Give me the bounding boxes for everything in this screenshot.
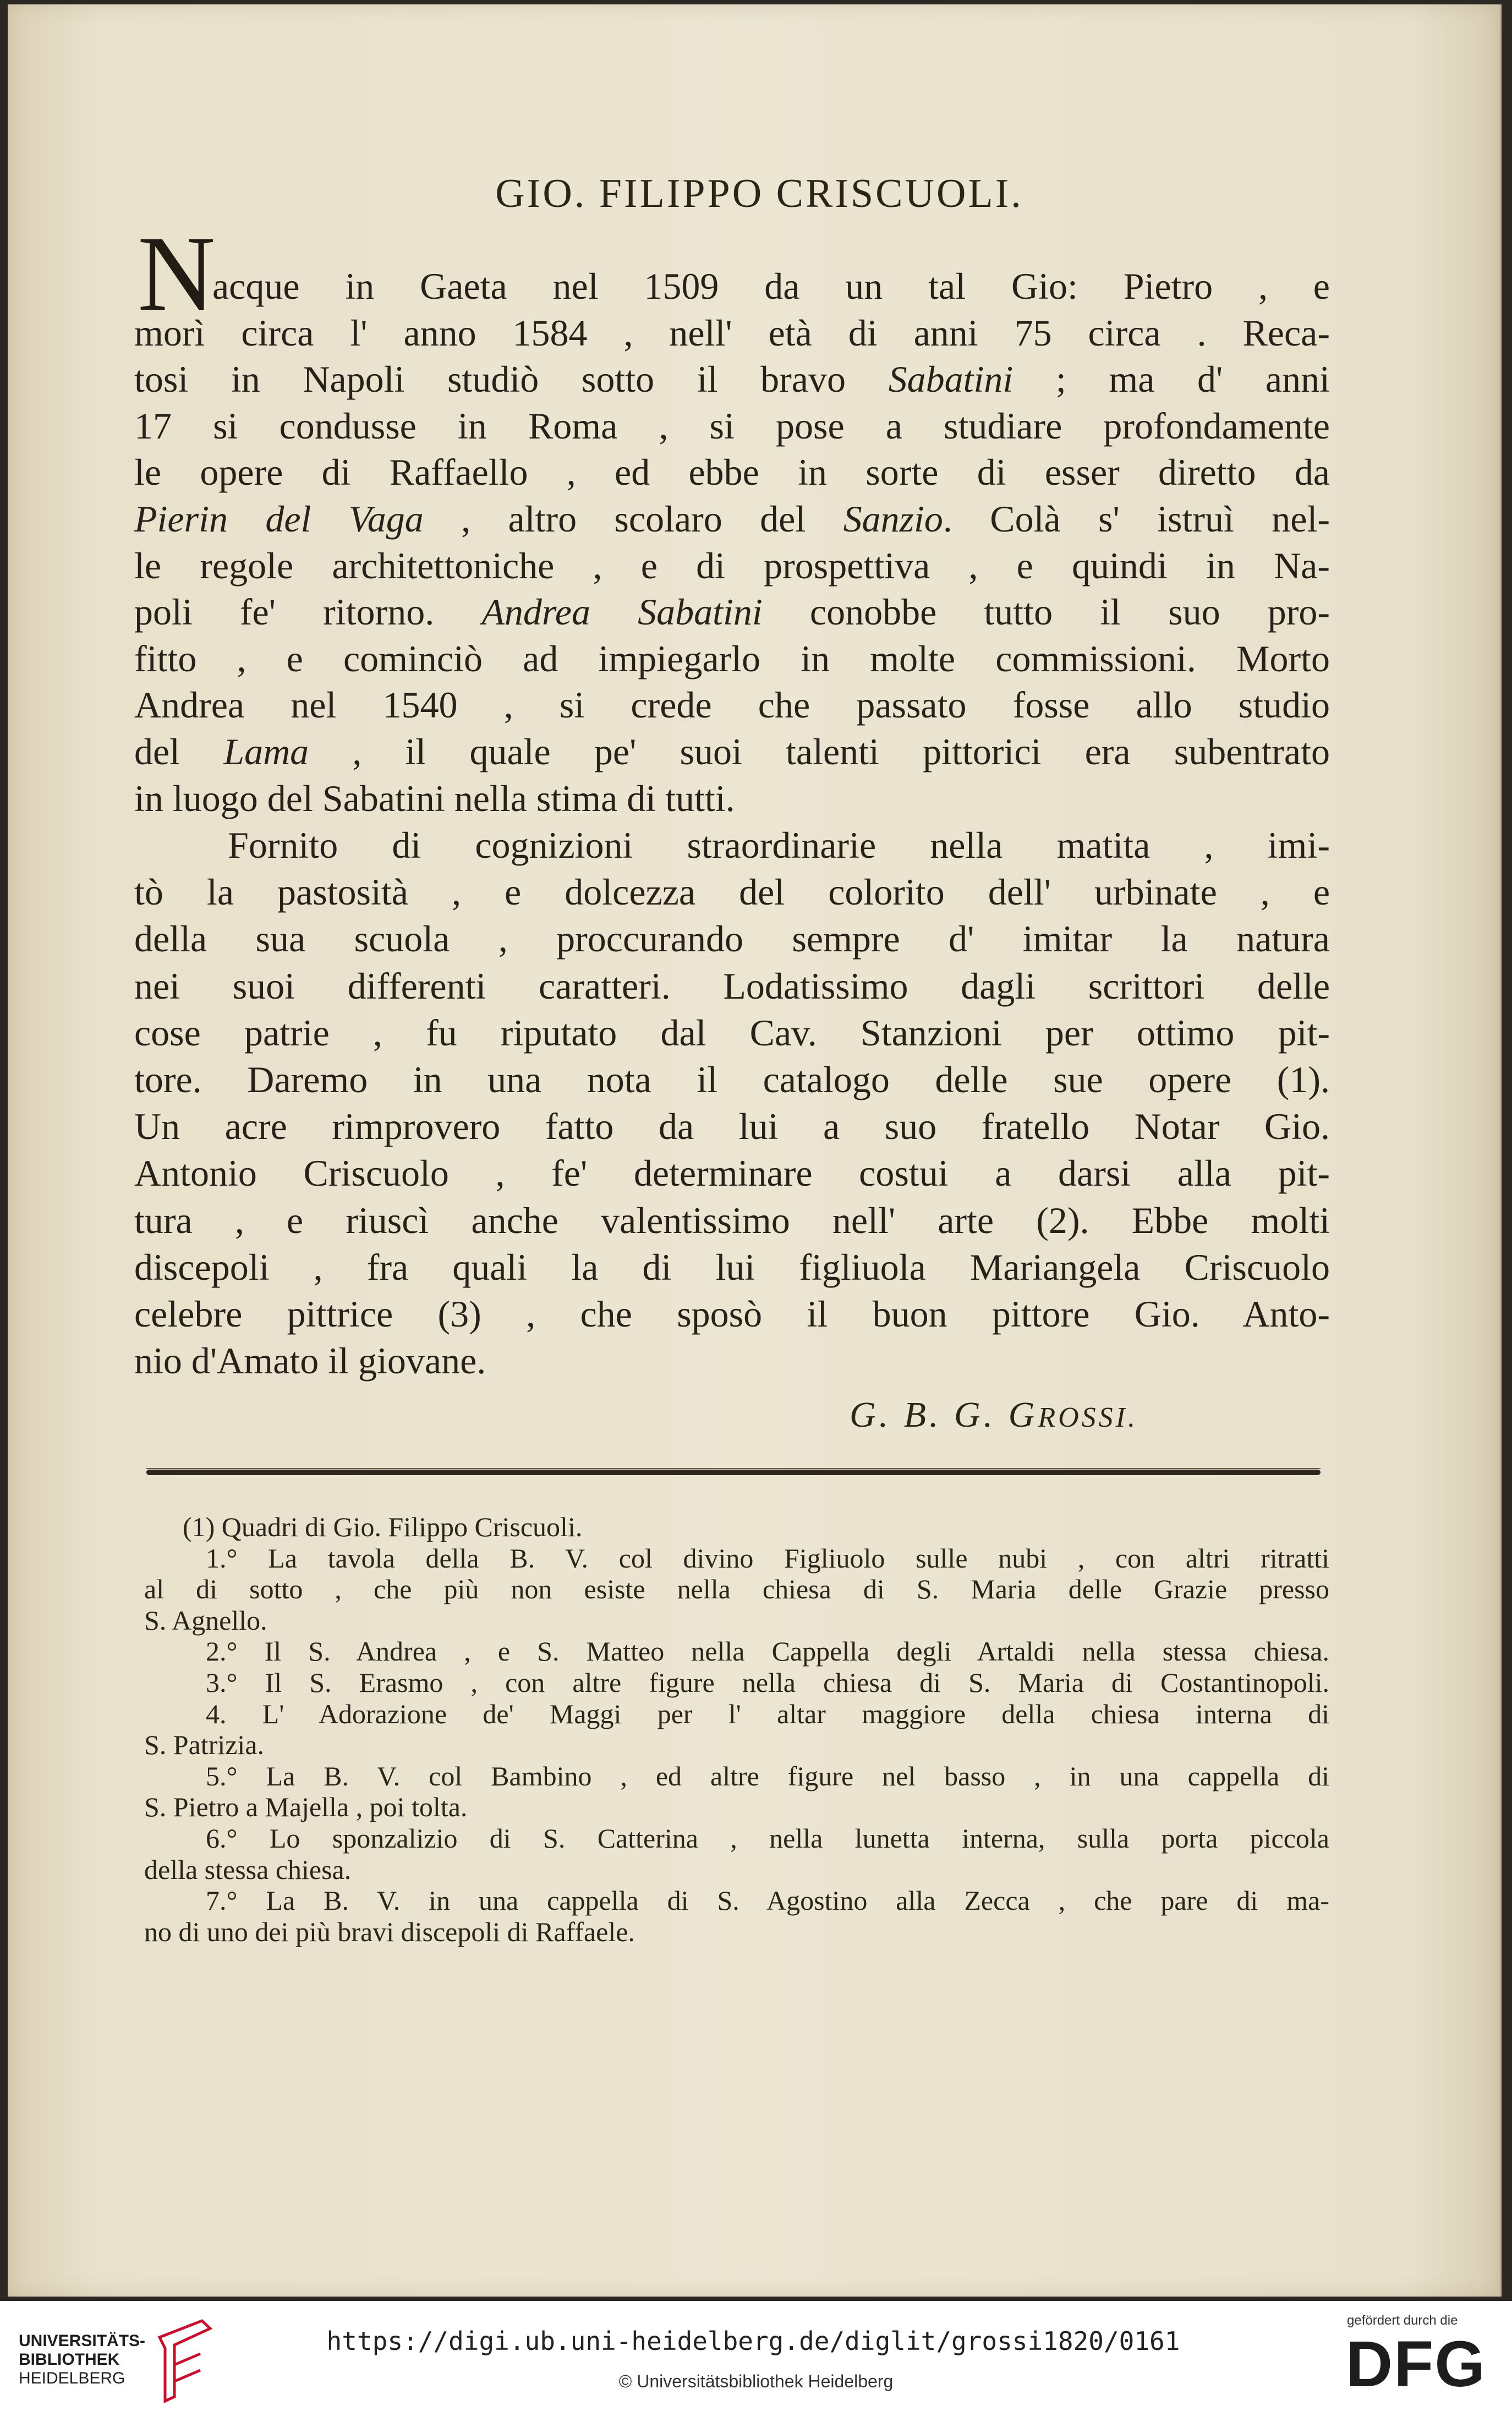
permalink-url[interactable]: https://digi.ub.uni-heidelberg.de/diglit/grossi1820/0161 xyxy=(326,2326,1180,2356)
footnote-line: S. Agnello. xyxy=(144,1604,267,1636)
dfg-logo: DFG xyxy=(1346,2328,1487,2401)
footnote-line: 3.° Il S. Erasmo , con altre figure nella chiesa di S. Maria di Costantinopoli. xyxy=(206,1667,1329,1698)
footnote-line: S. Patrizia. xyxy=(144,1729,265,1761)
footnote-line: 1.° La tavola della B. V. col divino Figliuolo sulle nubi , con altri ritratti xyxy=(206,1542,1329,1574)
text-line xyxy=(134,635,1330,682)
italic-name: Sanzio xyxy=(843,498,943,540)
text-line: cose patrie , fu riputato dal Cav. Stanzioni per ottimo pit- xyxy=(134,1011,1330,1054)
italic-name: Pierin del Vaga xyxy=(134,498,424,540)
text-line xyxy=(134,403,1330,450)
footnote-line: 6.° Lo sponzalizio di S. Catterina , nella lunetta interna, sulla porta piccola xyxy=(206,1823,1329,1854)
text-run: , il quale pe' suoi talenti pittorici era subentrato xyxy=(309,731,1330,772)
text-line: tore. Daremo in una nota il catalogo delle sue opere (1). xyxy=(134,1059,1330,1100)
text-run: le opere di Raffaello , ed ebbe in sorte di esser diretto da xyxy=(134,451,1330,494)
text-run: poli fe' ritorno. xyxy=(134,591,482,633)
text-line: Un acre rimprovero fatto da lui a suo fratello Notar Gio. xyxy=(134,1105,1330,1148)
drop-cap: N xyxy=(138,214,216,333)
footnote-line: 4. L' Adorazione de' Maggi per l' altar maggiore della chiesa interna di xyxy=(206,1698,1329,1729)
text-run: tosi in Napoli studiò sotto il bravo xyxy=(134,358,889,401)
text-line: Fornito di cognizioni straordinarie nella matita , imi- xyxy=(228,824,1330,866)
author-signature xyxy=(850,1394,1138,1436)
text-line xyxy=(134,356,1330,403)
text-run: Andrea nel 1540 , si crede che passato fosse allo studio xyxy=(134,684,1330,726)
signature-name-rest: ROSSI. xyxy=(1038,1402,1138,1433)
text-run: le regole architettoniche , e di prospettiva , e quindi in Na- xyxy=(134,544,1330,587)
text-line: Antonio Criscuolo , fe' determinare costui a darsi alla pit- xyxy=(134,1152,1330,1194)
italic-name: Sabatini xyxy=(888,358,1014,401)
text-run: , altro scolaro del xyxy=(423,498,843,540)
text-line xyxy=(134,496,1330,543)
text-line xyxy=(134,775,1330,822)
text-run: conobbe tutto il suo pro- xyxy=(762,591,1330,633)
library-line: UNIVERSITÄTS- xyxy=(19,2332,146,2350)
footnote-line: 5.° La B. V. col Bambino , ed altre figure nel basso , in una cappella di xyxy=(206,1760,1329,1791)
footnote-line: no di uno dei più bravi discepoli di Raffaele. xyxy=(144,1916,635,1947)
text-run: . Colà s' istruì nel- xyxy=(943,498,1330,540)
text-run: del xyxy=(134,731,224,772)
copyright-notice: © Universitätsbibliothek Heidelberg xyxy=(618,2371,894,2391)
text-line: nio d'Amato il giovane. xyxy=(134,1340,486,1382)
footnote-line: 7.° La B. V. in una cappella di S. Agostino alla Zecca , che pare di ma- xyxy=(206,1885,1329,1916)
viewer-footer xyxy=(0,2301,1512,2411)
signature-initials: G. B. G. xyxy=(850,1395,1009,1435)
text-line: celebre pittrice (3) , che sposò il buon pittore Gio. Anto- xyxy=(134,1293,1330,1335)
text-line xyxy=(134,682,1330,728)
footnote-line: S. Pietro a Majella , poi tolta. xyxy=(144,1791,468,1823)
text-run: fitto , e cominciò ad impiegarlo in molte commissioni. Morto xyxy=(134,637,1330,680)
footnote-line: (1) Quadri di Gio. Filippo Criscuoli. xyxy=(183,1511,583,1542)
library-line: BIBLIOTHEK xyxy=(19,2350,120,2369)
text-run: acque in Gaeta nel 1509 da un tal Gio: Pietro , e xyxy=(212,265,1330,307)
text-line xyxy=(134,543,1330,589)
text-line: tò la pastosità , e dolcezza del colorito dell' urbinate , e xyxy=(134,871,1330,913)
divider-thin xyxy=(146,1468,1321,1469)
text-line xyxy=(134,310,1330,357)
text-run: ; ma d' anni xyxy=(1013,358,1330,401)
text-line: della sua scuola , proccurando sempre d' imitar la natura xyxy=(134,918,1330,960)
italic-name: Lama xyxy=(223,731,309,772)
footnote-line: al di sotto , che più non esiste nella chiesa di S. Maria delle Grazie presso xyxy=(144,1574,1329,1605)
signature-name-initial: G xyxy=(1008,1395,1038,1435)
page-title: GIO. FILIPPO CRISCUOLI. xyxy=(495,171,1023,216)
book-page xyxy=(8,4,1502,2297)
text-line xyxy=(134,449,1330,496)
divider-rule xyxy=(146,1470,1321,1475)
text-run: morì circa l' anno 1584 , nell' età di anni 75 circa . Reca- xyxy=(134,311,1330,354)
text-line: discepoli , fra quali la di lui figliuola Mariangela Criscuolo xyxy=(134,1246,1330,1288)
library-line: HEIDELBERG xyxy=(19,2369,125,2387)
footnote-line: della stessa chiesa. xyxy=(144,1854,352,1885)
text-line xyxy=(212,263,1330,310)
text-run: in luogo del Sabatini nella stima di tutti. xyxy=(134,777,735,819)
text-line xyxy=(134,728,1330,775)
italic-name: Andrea Sabatini xyxy=(481,591,763,633)
footnote-line: 2.° Il S. Andrea , e S. Matteo nella Cappella degli Artaldi nella stessa chiesa. xyxy=(206,1636,1329,1667)
text-line: nei suoi differenti caratteri. Lodatissimo dagli scrittori delle xyxy=(134,965,1330,1007)
text-run: 17 si condusse in Roma , si pose a studiare profondamente xyxy=(134,404,1330,447)
text-line: tura , e riuscì anche valentissimo nell' arte (2). Ebbe molti xyxy=(134,1199,1330,1241)
text-line xyxy=(134,589,1330,635)
funding-label: gefördert durch die xyxy=(1347,2313,1458,2328)
